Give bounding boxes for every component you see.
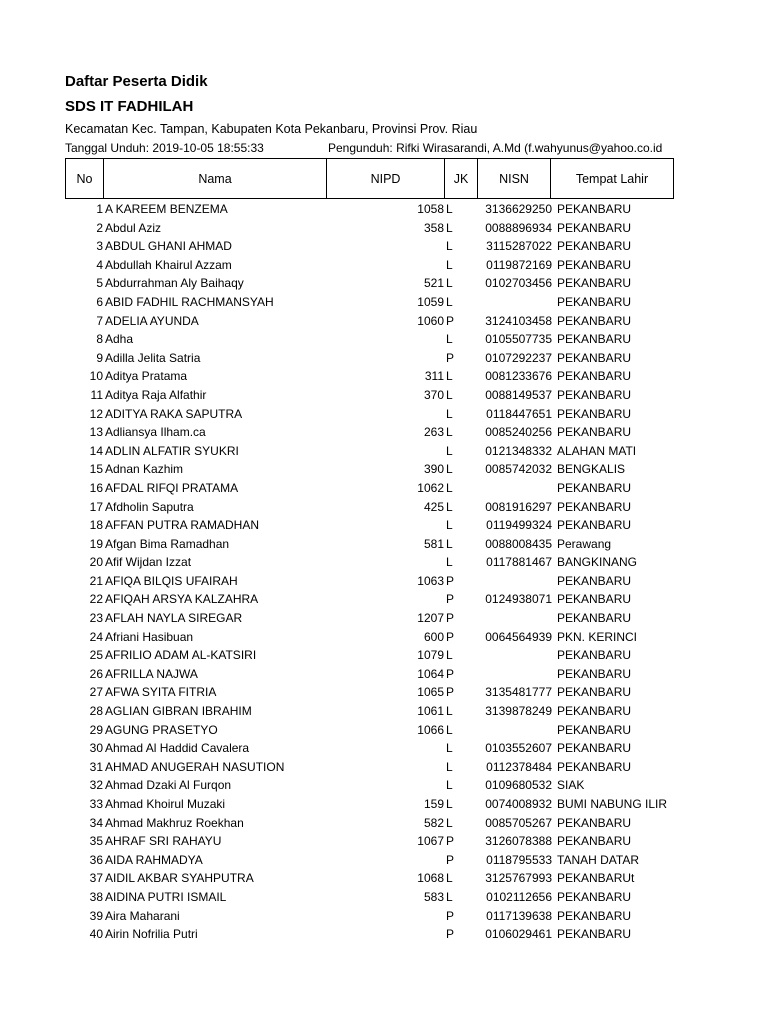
cell-no: 39: [89, 908, 103, 923]
cell-nama: AFWA SYITA FITRIA: [105, 685, 217, 700]
cell-nama: Afgan Bima Ramadhan: [105, 536, 230, 551]
table-row: [0, 869, 768, 888]
cell-nisn: 3135481777: [485, 685, 552, 700]
table-row: [0, 442, 768, 461]
cell-nisn: 0119872169: [486, 257, 552, 272]
cell-jk: P: [446, 666, 455, 681]
table-row: [0, 367, 768, 386]
cell-tempat-lahir: PEKANBARU: [557, 369, 632, 384]
cell-jk: P: [446, 611, 455, 626]
cell-nipd: 1065: [417, 685, 444, 700]
cell-no: 38: [89, 889, 103, 904]
cell-nama: ABID FADHIL RACHMANSYAH: [105, 294, 274, 309]
cell-no: 37: [89, 871, 103, 886]
cell-no: 9: [96, 350, 103, 365]
student-list: [0, 200, 768, 944]
cell-nipd: 263: [423, 425, 444, 440]
cell-nisn: 0117881467: [486, 555, 552, 570]
table-row: [0, 274, 768, 293]
cell-nisn: 3136629250: [485, 202, 552, 216]
cell-no: 12: [89, 406, 103, 421]
table-row: [0, 498, 768, 517]
cell-no: 11: [90, 387, 103, 402]
cell-nisn: 0107292237: [485, 350, 552, 365]
cell-nisn: 0085705267: [485, 815, 552, 830]
cell-tempat-lahir: PEKANBARU: [557, 704, 632, 719]
cell-jk: L: [446, 443, 453, 458]
cell-nisn: 0081916297: [485, 499, 552, 514]
cell-nama: Aditya Pratama: [105, 369, 188, 384]
cell-nipd: 1062: [417, 480, 444, 495]
cell-nama: A KAREEM BENZEMA: [105, 202, 228, 216]
table-row: [0, 535, 768, 554]
table-row: [0, 776, 768, 795]
cell-nama: AFRILLA NAJWA: [105, 666, 198, 681]
cell-nisn: 0118795533: [486, 852, 552, 867]
cell-nisn: 3125767993: [485, 871, 552, 886]
cell-nisn: 0088008435: [485, 536, 552, 551]
cell-tempat-lahir: PEKANBARU: [557, 759, 632, 774]
cell-no: 23: [89, 611, 103, 626]
cell-no: 4: [96, 257, 103, 272]
cell-no: 33: [89, 797, 103, 811]
cell-no: 34: [89, 815, 103, 830]
cell-jk: P: [446, 592, 455, 607]
table-row: [0, 832, 768, 851]
table-row: [0, 386, 768, 405]
cell-nama: Afriani Hasibuan: [105, 629, 194, 644]
cell-jk: L: [446, 387, 453, 402]
col-header-nisn: NISN: [478, 159, 551, 199]
table-row: [0, 907, 768, 926]
download-date: Tanggal Unduh: 2019-10-05 18:55:33: [65, 141, 264, 155]
cell-tempat-lahir: PEKANBARU: [557, 499, 632, 514]
cell-nipd: 1067: [417, 834, 444, 849]
cell-tempat-lahir: PEKANBARU: [557, 648, 632, 663]
cell-jk: P: [446, 313, 455, 328]
cell-tempat-lahir: BENGKALIS: [557, 462, 626, 477]
cell-tempat-lahir: PEKANBARU: [557, 387, 632, 402]
cell-no: 10: [89, 369, 103, 384]
table-row: [0, 646, 768, 665]
col-header-jk: JK: [445, 159, 478, 199]
cell-nisn: 0117139638: [486, 908, 552, 923]
cell-nama: Ahmad Dzaki Al Furqon: [105, 778, 232, 793]
table-row: [0, 312, 768, 331]
col-header-no: No: [66, 159, 104, 199]
cell-no: 21: [89, 573, 103, 588]
cell-nisn: 0112378484: [486, 759, 552, 774]
cell-nama: AFIQAH ARSYA KALZAHRA: [105, 592, 259, 607]
cell-jk: P: [446, 629, 455, 644]
cell-jk: L: [446, 759, 453, 774]
cell-tempat-lahir: BUMI NABUNG ILIR: [557, 797, 668, 811]
cell-nipd: 1207: [417, 611, 444, 626]
cell-tempat-lahir: PEKANBARU: [557, 294, 632, 309]
cell-nisn: 0121348332: [485, 443, 552, 458]
cell-no: 36: [89, 852, 103, 867]
cell-nipd: 311: [424, 369, 444, 384]
cell-nama: Abdul Aziz: [105, 220, 162, 235]
cell-jk: P: [446, 350, 455, 365]
cell-jk: L: [446, 704, 453, 719]
cell-jk: P: [446, 834, 455, 849]
cell-no: 8: [96, 332, 103, 347]
cell-no: 6: [96, 294, 103, 309]
cell-nama: AFFAN PUTRA RAMADHAN: [105, 518, 260, 533]
cell-nipd: 159: [423, 797, 444, 811]
cell-tempat-lahir: PEKANBARU: [557, 834, 632, 849]
cell-nama: AHRAF SRI RAHAYU: [105, 834, 222, 849]
cell-nisn: 0102703456: [485, 276, 552, 291]
table-row: [0, 256, 768, 275]
cell-tempat-lahir: PEKANBARU: [557, 239, 632, 254]
table-row: [0, 516, 768, 535]
cell-no: 17: [89, 499, 103, 514]
cell-jk: L: [446, 462, 453, 477]
cell-nipd: 370: [423, 387, 444, 402]
cell-nipd: 358: [423, 220, 444, 235]
cell-nipd: 581: [423, 536, 444, 551]
table-row: [0, 721, 768, 740]
cell-nisn: 3139878249: [485, 704, 552, 719]
cell-jk: L: [446, 202, 453, 216]
cell-no: 22: [89, 592, 103, 607]
cell-jk: P: [446, 908, 455, 923]
cell-nama: Ahmad Al Haddid Cavalera: [105, 741, 250, 756]
table-row: [0, 925, 768, 944]
cell-jk: L: [446, 294, 453, 309]
cell-jk: P: [446, 927, 455, 942]
cell-jk: L: [446, 555, 453, 570]
cell-nisn: 0109680532: [485, 778, 552, 793]
cell-tempat-lahir: PEKANBARU: [557, 313, 632, 328]
cell-nama: AFDAL RIFQI PRATAMA: [105, 480, 239, 495]
cell-nipd: 1059: [417, 294, 444, 309]
cell-jk: L: [446, 369, 453, 384]
cell-jk: L: [446, 871, 453, 886]
cell-tempat-lahir: TANAH DATAR: [557, 852, 640, 867]
cell-no: 20: [89, 555, 103, 570]
cell-tempat-lahir: PEKANBARU: [557, 722, 632, 737]
cell-no: 5: [96, 276, 103, 291]
cell-no: 1: [96, 202, 103, 216]
table-row: [0, 349, 768, 368]
cell-jk: L: [446, 276, 453, 291]
cell-jk: L: [446, 220, 453, 235]
cell-jk: L: [446, 797, 453, 811]
cell-nisn: 0088149537: [485, 387, 552, 402]
cell-nama: ADITYA RAKA SAPUTRA: [105, 406, 243, 421]
cell-jk: L: [446, 815, 453, 830]
cell-nisn: 0085240256: [485, 425, 552, 440]
cell-tempat-lahir: PEKANBARU: [557, 480, 632, 495]
cell-tempat-lahir: PEKANBARU: [557, 518, 632, 533]
cell-nama: Afif Wijdan Izzat: [105, 555, 192, 570]
cell-nipd: 390: [423, 462, 444, 477]
cell-tempat-lahir: PEKANBARU: [557, 592, 632, 607]
cell-jk: L: [446, 778, 453, 793]
table-row: [0, 553, 768, 572]
table-row: [0, 293, 768, 312]
table-row: [0, 739, 768, 758]
table-row: [0, 609, 768, 628]
cell-nama: AIDIL AKBAR SYAHPUTRA: [105, 871, 254, 886]
cell-nama: Abdullah Khairul Azzam: [105, 257, 232, 272]
cell-no: 3: [96, 239, 103, 254]
cell-nama: AGLIAN GIBRAN IBRAHIM: [105, 704, 252, 719]
cell-nama: AFRILIO ADAM AL-KATSIRI: [105, 648, 257, 663]
cell-jk: L: [446, 722, 453, 737]
downloader: Pengunduh: Rifki Wirasarandi, A.Md (f.wahyunus@yahoo.co.id: [328, 141, 663, 155]
cell-tempat-lahir: PKN. KERINCI: [557, 629, 638, 644]
table-row: [0, 200, 768, 219]
cell-tempat-lahir: PEKANBARU: [557, 611, 632, 626]
cell-nama: Adliansya Ilham.ca: [105, 425, 206, 440]
cell-nama: Abdurrahman Aly Baihaqy: [105, 276, 244, 291]
cell-no: 40: [89, 927, 103, 942]
cell-jk: L: [446, 239, 453, 254]
cell-jk: L: [446, 257, 453, 272]
cell-nipd: 1058: [417, 202, 444, 216]
table-row: [0, 590, 768, 609]
cell-nisn: 0103552607: [485, 741, 552, 756]
cell-tempat-lahir: PEKANBARU: [557, 815, 632, 830]
cell-tempat-lahir: PEKANBARU: [557, 332, 632, 347]
cell-nama: Adha: [105, 332, 134, 347]
cell-nama: AIDINA PUTRI ISMAIL: [105, 889, 227, 904]
cell-nisn: 0106029461: [485, 927, 552, 942]
cell-nipd: 1064: [417, 666, 444, 681]
cell-nama: Adilla Jelita Satria: [105, 350, 201, 365]
col-header-nama: Nama: [104, 159, 327, 199]
cell-no: 25: [89, 648, 103, 663]
cell-nipd: 521: [423, 276, 444, 291]
cell-jk: L: [446, 536, 453, 551]
cell-no: 7: [96, 313, 103, 328]
cell-tempat-lahir: PEKANBARU: [557, 908, 632, 923]
cell-tempat-lahir: PEKANBARUt: [557, 871, 635, 886]
table-row: [0, 758, 768, 777]
cell-nipd: 425: [423, 499, 444, 514]
cell-no: 27: [89, 685, 103, 700]
cell-nama: ADELIA AYUNDA: [105, 313, 199, 328]
table-row: [0, 479, 768, 498]
cell-no: 35: [89, 834, 103, 849]
cell-nipd: 1063: [417, 573, 444, 588]
cell-no: 31: [89, 759, 103, 774]
table-row: [0, 814, 768, 833]
cell-tempat-lahir: PEKANBARU: [557, 406, 632, 421]
region-line: Kecamatan Kec. Tampan, Kabupaten Kota Pekanbaru, Provinsi Prov. Riau: [65, 122, 478, 136]
cell-nipd: 582: [423, 815, 444, 830]
cell-nisn: 0074008932: [485, 797, 552, 811]
cell-nisn: 0064564939: [485, 629, 552, 644]
cell-nisn: 0102112656: [486, 889, 552, 904]
col-header-tempat-lahir: Tempat Lahir: [551, 159, 674, 199]
table-row: [0, 665, 768, 684]
cell-jk: L: [446, 332, 453, 347]
cell-no: 2: [96, 220, 103, 235]
cell-nama: Afdholin Saputra: [105, 499, 194, 514]
cell-nisn: 3115287022: [486, 239, 552, 254]
cell-nama: ABDUL GHANI AHMAD: [105, 239, 232, 254]
cell-jk: P: [446, 573, 455, 588]
cell-no: 16: [89, 480, 103, 495]
cell-no: 26: [89, 666, 103, 681]
cell-nama: Airin Nofrilia Putri: [105, 927, 198, 942]
cell-no: 28: [89, 704, 103, 719]
cell-nama: Aira Maharani: [105, 908, 180, 923]
cell-nipd: 1061: [417, 704, 444, 719]
school-name: SDS IT FADHILAH: [65, 98, 194, 115]
cell-nisn: 0081233676: [485, 369, 552, 384]
cell-jk: L: [446, 648, 453, 663]
cell-nama: AFLAH NAYLA SIREGAR: [105, 611, 243, 626]
cell-nipd: 1060: [417, 313, 444, 328]
cell-tempat-lahir: PEKANBARU: [557, 202, 632, 216]
cell-nipd: 600: [423, 629, 444, 644]
table-row: [0, 683, 768, 702]
cell-tempat-lahir: PEKANBARU: [557, 741, 632, 756]
cell-nama: AIDA RAHMADYA: [105, 852, 203, 867]
table-row: [0, 423, 768, 442]
cell-nipd: 1079: [417, 648, 444, 663]
cell-no: 19: [89, 536, 103, 551]
cell-no: 13: [89, 425, 103, 440]
cell-jk: L: [446, 406, 453, 421]
table-row: [0, 572, 768, 591]
table-row: [0, 628, 768, 647]
table-row: [0, 219, 768, 238]
cell-jk: L: [446, 480, 453, 495]
cell-nisn: 0124938071: [485, 592, 552, 607]
cell-tempat-lahir: PEKANBARU: [557, 257, 632, 272]
table-row: [0, 237, 768, 256]
cell-no: 14: [89, 443, 103, 458]
table-header: [65, 158, 674, 199]
table-row: [0, 330, 768, 349]
cell-nama: AFIQA BILQIS UFAIRAH: [105, 573, 238, 588]
cell-tempat-lahir: BANGKINANG: [557, 555, 638, 570]
cell-jk: L: [446, 889, 453, 904]
cell-nama: Aditya Raja Alfathir: [105, 387, 207, 402]
cell-no: 24: [89, 629, 103, 644]
cell-jk: L: [446, 425, 453, 440]
cell-tempat-lahir: PEKANBARU: [557, 666, 632, 681]
cell-jk: P: [446, 852, 455, 867]
cell-nisn: 0105507735: [485, 332, 552, 347]
cell-jk: L: [446, 518, 453, 533]
table-row: [0, 888, 768, 907]
table-row: [0, 702, 768, 721]
table-row: [0, 460, 768, 479]
cell-nama: AHMAD ANUGERAH NASUTION: [105, 759, 285, 774]
cell-nama: Ahmad Khoirul Muzaki: [105, 797, 226, 811]
cell-nipd: 1066: [417, 722, 444, 737]
cell-tempat-lahir: Perawang: [557, 536, 612, 551]
document-title: Daftar Peserta Didik: [65, 73, 208, 90]
cell-tempat-lahir: PEKANBARU: [557, 685, 632, 700]
cell-no: 30: [89, 741, 103, 756]
cell-no: 15: [89, 462, 103, 477]
cell-nisn: 3124103458: [485, 313, 552, 328]
cell-no: 18: [89, 518, 103, 533]
cell-tempat-lahir: SIAK: [557, 778, 585, 793]
cell-nama: AGUNG PRASETYO: [105, 722, 218, 737]
cell-jk: L: [446, 499, 453, 514]
cell-tempat-lahir: PEKANBARU: [557, 889, 632, 904]
cell-no: 32: [89, 778, 103, 793]
cell-nama: ADLIN ALFATIR SYUKRI: [105, 443, 239, 458]
cell-nama: Ahmad Makhruz Roekhan: [105, 815, 244, 830]
cell-jk: L: [446, 741, 453, 756]
cell-nisn: 0118447651: [486, 406, 552, 421]
table-row: [0, 795, 768, 814]
cell-tempat-lahir: PEKANBARU: [557, 220, 632, 235]
cell-no: 29: [89, 722, 103, 737]
cell-nisn: 0088896934: [485, 220, 552, 235]
cell-jk: P: [446, 685, 455, 700]
table-row: [0, 851, 768, 870]
cell-nipd: 583: [423, 889, 444, 904]
table-row: [0, 405, 768, 424]
cell-nama: Adnan Kazhim: [105, 462, 184, 477]
cell-tempat-lahir: PEKANBARU: [557, 350, 632, 365]
cell-tempat-lahir: PEKANBARU: [557, 425, 632, 440]
col-header-nipd: NIPD: [327, 159, 445, 199]
cell-tempat-lahir: ALAHAN MATI: [557, 443, 637, 458]
cell-tempat-lahir: PEKANBARU: [557, 276, 632, 291]
cell-nisn: 0119499324: [486, 518, 552, 533]
cell-tempat-lahir: PEKANBARU: [557, 573, 632, 588]
cell-nisn: 0085742032: [485, 462, 552, 477]
cell-nipd: 1068: [417, 871, 444, 886]
cell-nisn: 3126078388: [485, 834, 552, 849]
cell-tempat-lahir: PEKANBARU: [557, 927, 632, 942]
